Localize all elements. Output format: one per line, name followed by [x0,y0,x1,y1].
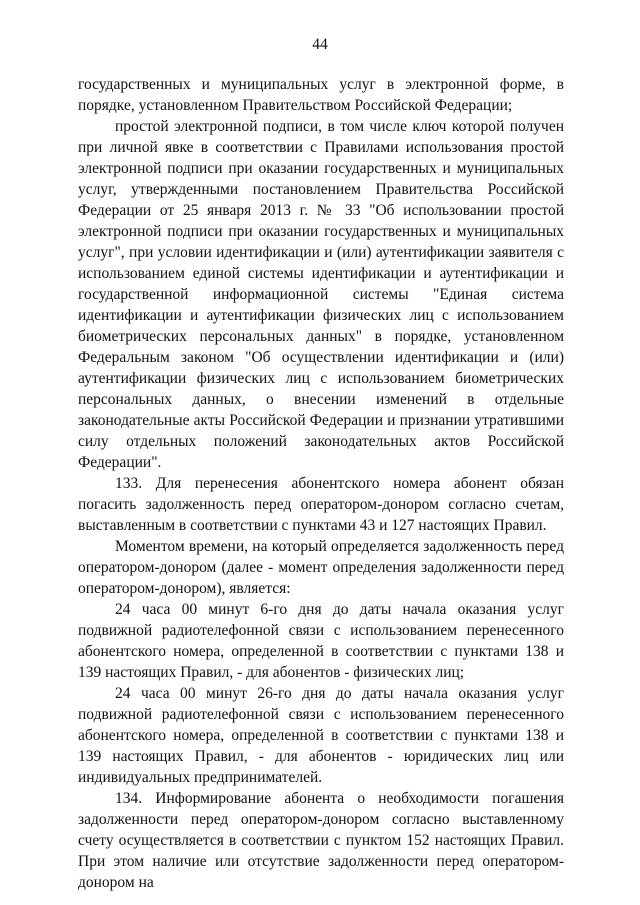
page-number: 44 [312,36,328,53]
paragraph-individuals: 24 часа 00 минут 6-го дня до даты начала оказания услуг подвижной радиотелефонной связи с использованием перенесенного абонентского номера, определенной в соответствии с пунктами 138 и 139 настоящих Правил, - для абонентов - физических лиц; [78,601,564,681]
paragraph-133: 133. Для перенесения абонентского номера абонент обязан погасить задолженность перед оператором-донором согласно счетам, выставленным в соответствии с пунктами 43 и 127 настоящих Правил. [78,475,564,534]
paragraph-debt-moment: Моментом времени, на который определяется задолженность перед оператором-донором (далее - момент определения задолженности перед оператором-донором), является: [78,538,564,597]
body-text [78,74,564,893]
paragraph-134: 134. Информирование абонента о необходимости погашения задолженности перед оператором-донором согласно выставленному счету осуществляется в соответствии с пунктом 152 настоящих Правил. При этом наличие или отсутствие задолженности перед оператором-донором на [78,790,564,891]
paragraph-simple-signature: простой электронной подписи, в том числе ключ которой получен при личной явке в соответствии с Правилами использования простой электронной подписи при оказании государственных и муниципальных услуг, утвержденными постановлением Правительства Российской Федерации от 25 января 2013 г. № 33 "Об использовании простой электронной подписи при оказании государственных и муниципальных услуг", при условии идентификации и (или) аутентификации заявителя с использованием единой системы идентификации и аутентификации и государственной информационной системы "Единая система идентификации и аутентификации физических лиц с использованием биометрических персональных данных" в порядке, установленном Федеральным законом "Об осуществлении идентификации и (или) аутентификации физических лиц с использованием биометрических персональных данных, о внесении изменений в отдельные законодательные акты Российской Федерации и признании утратившими силу отдельных положений законодательных актов Российской Федерации". [78,118,564,471]
paragraph-continuation: государственных и муниципальных услуг в электронной форме, в порядке, установленном Правительством Российской Федерации; [78,76,564,114]
paragraph-legal-entities: 24 часа 00 минут 26-го дня до даты начала оказания услуг подвижной радиотелефонной связи с использованием перенесенного абонентского номера, определенной в соответствии с пунктами 138 и 139 настоящих Правил, - для абонентов - юридических лиц или индивидуальных предпринимателей. [78,685,564,786]
